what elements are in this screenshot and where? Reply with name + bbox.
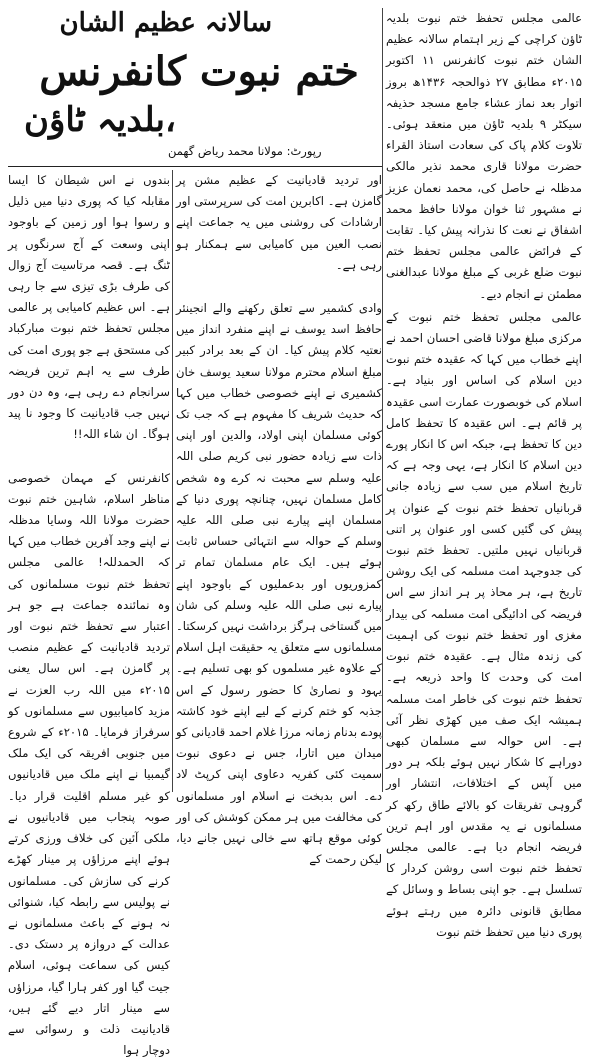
article-paragraph: عالمی مجلس تحفظ ختم نبوت کے مرکزی مبلغ مولانا قاضی احسان احمد نے اپنے خطاب میں کہا کہ عقیدہ ختم نبوت دین اسلام کی اساس اور بنیاد ہے۔ اسلام کی خوبصورت عمارت اسی عقیدہ پر قائم ہے۔ اس عقیدہ کا تحفظ کامل دین کا تحفظ ہے، جبکہ اس کا انکار پورے دین اسلام کا انکار ہے، یہی وجہ ہے کہ تاریخ اسلام میں سب سے زیادہ جانی قربانیاں تحفظ ختم نبوت کے عنوان پر پیش کی گئیں کسی اور عنوان پر اتنی قربانیاں نہیں ملتیں۔ تحفظ ختم نبوت کی جدوجہد امت مسلمہ کی ایک روشن تاریخ ہے، ہر محاذ پر ہر انداز سے اس فریضہ کی ادائیگی امت مسلمہ کی بیدار مغزی اور تحفظ ختم نبوت کی اہمیت کی زندہ مثال ہے۔ عقیدہ ختم نبوت امت کی وحدت کا واحد ذریعہ ہے۔ تحفظ ختم نبوت کی خاطر امت مسلمہ ہمیشہ ایک صف میں کھڑی نظر آئی ہے۔ اس حوالہ سے مسلمان کبھی دوراہے کا شکار نہیں ہوئے بلکہ ہر دور میں آپس کے اختلافات، انتشار اور گروہی تفریقات کو بالائے طاق رکھ کر مسلمانوں نے یہ مقدس اور اہم ترین فریضہ انجام دیا ہے۔ عالمی مجلس تحفظ ختم نبوت اسی روشن کردار کا تسلسل ہے۔ جو اپنی بساط و وسائل کے مطابق قانونی دائرہ میں رہتے ہوئے پوری دنیا میں تحفظ ختم نبوت (386, 309, 582, 939)
article-paragraph: عالمی مجلس تحفظ ختم نبوت بلدیہ ٹاؤن کراچی کے زیر اہتمام سالانہ عظیم الشان ختم نبوت کانفرنس ۱۱ اکتوبر ۲۰۱۵ء مطابق ۲۷ ذوالحجہ ۱۴۳۶ھ بروز اتوار بعد نماز عشاء جامع مسجد حذیفہ سیکٹر ۹ بلدیہ ٹاؤن میں منعقد ہوئی۔ تلاوت کلام پاک کی سعادت استاذ القراء حضرت مولانا قاری محمد نذیر مالکی مدظلہ نے حاصل کی، محمد نعمان عزیز نے مشہور ثنا خوان مولانا حافظ محمد اشفاق نے نعت کا نذرانہ پیش کیا۔ تقابت کے فرائض عالمی مجلس تحفظ ختم نبوت ضلع غربی کے مبلغ مولانا عبدالغنی مطمئن نے انجام دیے۔ (386, 11, 582, 301)
article-paragraph: کانفرنس کے مہمان خصوصی مناظر اسلام، شاہین ختم نبوت حضرت مولانا اللہ وسایا مدظلہ نے اپنے وجد آفرین خطاب میں کہا کہ الحمدللہ! عالمی مجلس تحفظ ختم نبوت مسلمانوں کی وہ نمائندہ جماعت ہے جو ہر اعتبار سے تحفظ ختم نبوت اور تردید قادیانیت کے عظیم منصب پر گامزن ہے۔ اس سال یعنی ۲۰۱۵ء میں اللہ رب العزت نے مزید کامیابیوں سے مسلمانوں کو سرفراز فرمایا۔ ۲۰۱۵ء کے شروع میں جنوبی افریقہ کی ایک ملک گیمبیا نے اپنے ملک میں قادیانیوں کو غیر مسلم اقلیت قرار دیا۔ صوبہ پنجاب میں قادیانیوں نے ملکی آئین کی خلاف ورزی کرتے ہوئے اپنے مرزاؤں پر مینار کھڑے کرنے کی سازش کی۔ مسلمانوں نے پولیس سے رابطہ کیا، شنوائی نہ ہونے کے باعث مسلمانوں نے عدالت کے دروازہ پر دستک دی۔ کیس کی سماعت ہوئی، اسلام جیت گیا اور کفر ہارا گیا، مرزاؤں سے مینار اتار دیے گئے ہیں، قادیانیت ذلت و رسوائی سے دوچار ہوا (8, 470, 170, 1058)
headline-block (8, 4, 390, 164)
article-column-right (386, 8, 582, 939)
article-paragraph: بندوں نے اس شیطان کا ایسا مقابلہ کیا کہ پوری دنیا میں ذلیل و رسوا ہوا اور زمین کے باوجود اپنی وسعت کے آج سرنگوں پر ٹنگ ہے۔ قصہ مرتاسیت آج زوال کی طرف بڑی تیزی سے جا رہی ہے۔ اس عظیم کامیابی پر عالمی مجلس تحفظ ختم نبوت مبارکباد کی مستحق ہے جو پوری امت کی طرف سے یہ اہم ترین فریضہ سرانجام دے رہی ہے، وہ دن دور نہیں جب قادیانیت کا وجود نا پید ہوگا۔ ان شاء اللہ!! (8, 173, 170, 442)
byline: رپورٹ: مولانا محمد ریاض گھمن (168, 144, 322, 158)
column-divider (172, 170, 173, 792)
kicker: سالانہ عظیم الشان (59, 8, 272, 38)
article-column-left (8, 170, 170, 1058)
article-paragraph: اور تردید قادیانیت کے عظیم مشن پر گامزن ہے۔ اکابرین امت کی سرپرستی اور ارشادات کی روشنی میں یہ جماعت اپنے نصب العین میں کامیابی سے ہمکنار ہو رہی ہے۔ (176, 173, 382, 272)
headline-rule (8, 166, 382, 167)
article-column-middle (176, 170, 382, 867)
headline (18, 48, 380, 144)
headline-line-2: ،بلدیہ ٹاؤن (24, 100, 176, 140)
article-paragraph: وادی کشمیر سے تعلق رکھنے والے انجینئر حافظ اسد یوسف نے اپنے منفرد انداز میں نعتیہ کلام پیش کیا۔ ان کے بعد برادر کبیر مبلغ اسلام محترم مولانا سعید یوسف خان کشمیری نے اپنے خصوصی خطاب میں کہا کہ حدیث شریف کا مفہوم ہے کہ جب تک کوئی مسلمان اپنی اولاد، والدین اور اپنی ذات سے زیادہ حضور نبی کریم صلی اللہ علیہ وسلم سے محبت نہ کرے وہ شخص کامل مسلمان نہیں، چنانچہ پوری دنیا کے مسلمان اپنے پیارے نبی صلی اللہ علیہ وسلم کے حوالہ سے انتہائی حساس ثابت ہوئے ہیں۔ ایک عام مسلمان تمام تر کمزوریوں اور بدعملیوں کے باوجود اپنے پیارے نبی صلی اللہ علیہ وسلم کی شان میں گستاخی ہرگز برداشت نہیں کرسکتا۔ مسلمانوں سے متعلق یہ حقیقت اہل اسلام کے علاوہ غیر مسلموں کو بھی تسلیم ہے۔ یہود و نصاریٰ کا حضور رسول کے اس جذبہ کو ختم کرنے کے لیے اپنے خود کاشتہ پودے بدنام زمانہ مرزا غلام احمد قادیانی کو میدان میں اتارا، جس نے دعوی نبوت سمیت کئی کفریہ دعاوی اپنی کرپٹ لاد دے۔ اس بدبخت نے اسلام اور مسلمانوں کی مخالفت میں ہر ممکن کوشش کی اور کوئی موقع ہاتھ سے خالی نہیں جانے دیا، لیکن رحمت کے (176, 301, 382, 867)
headline-line-1: ختم نبوت کانفرنس (39, 48, 359, 95)
